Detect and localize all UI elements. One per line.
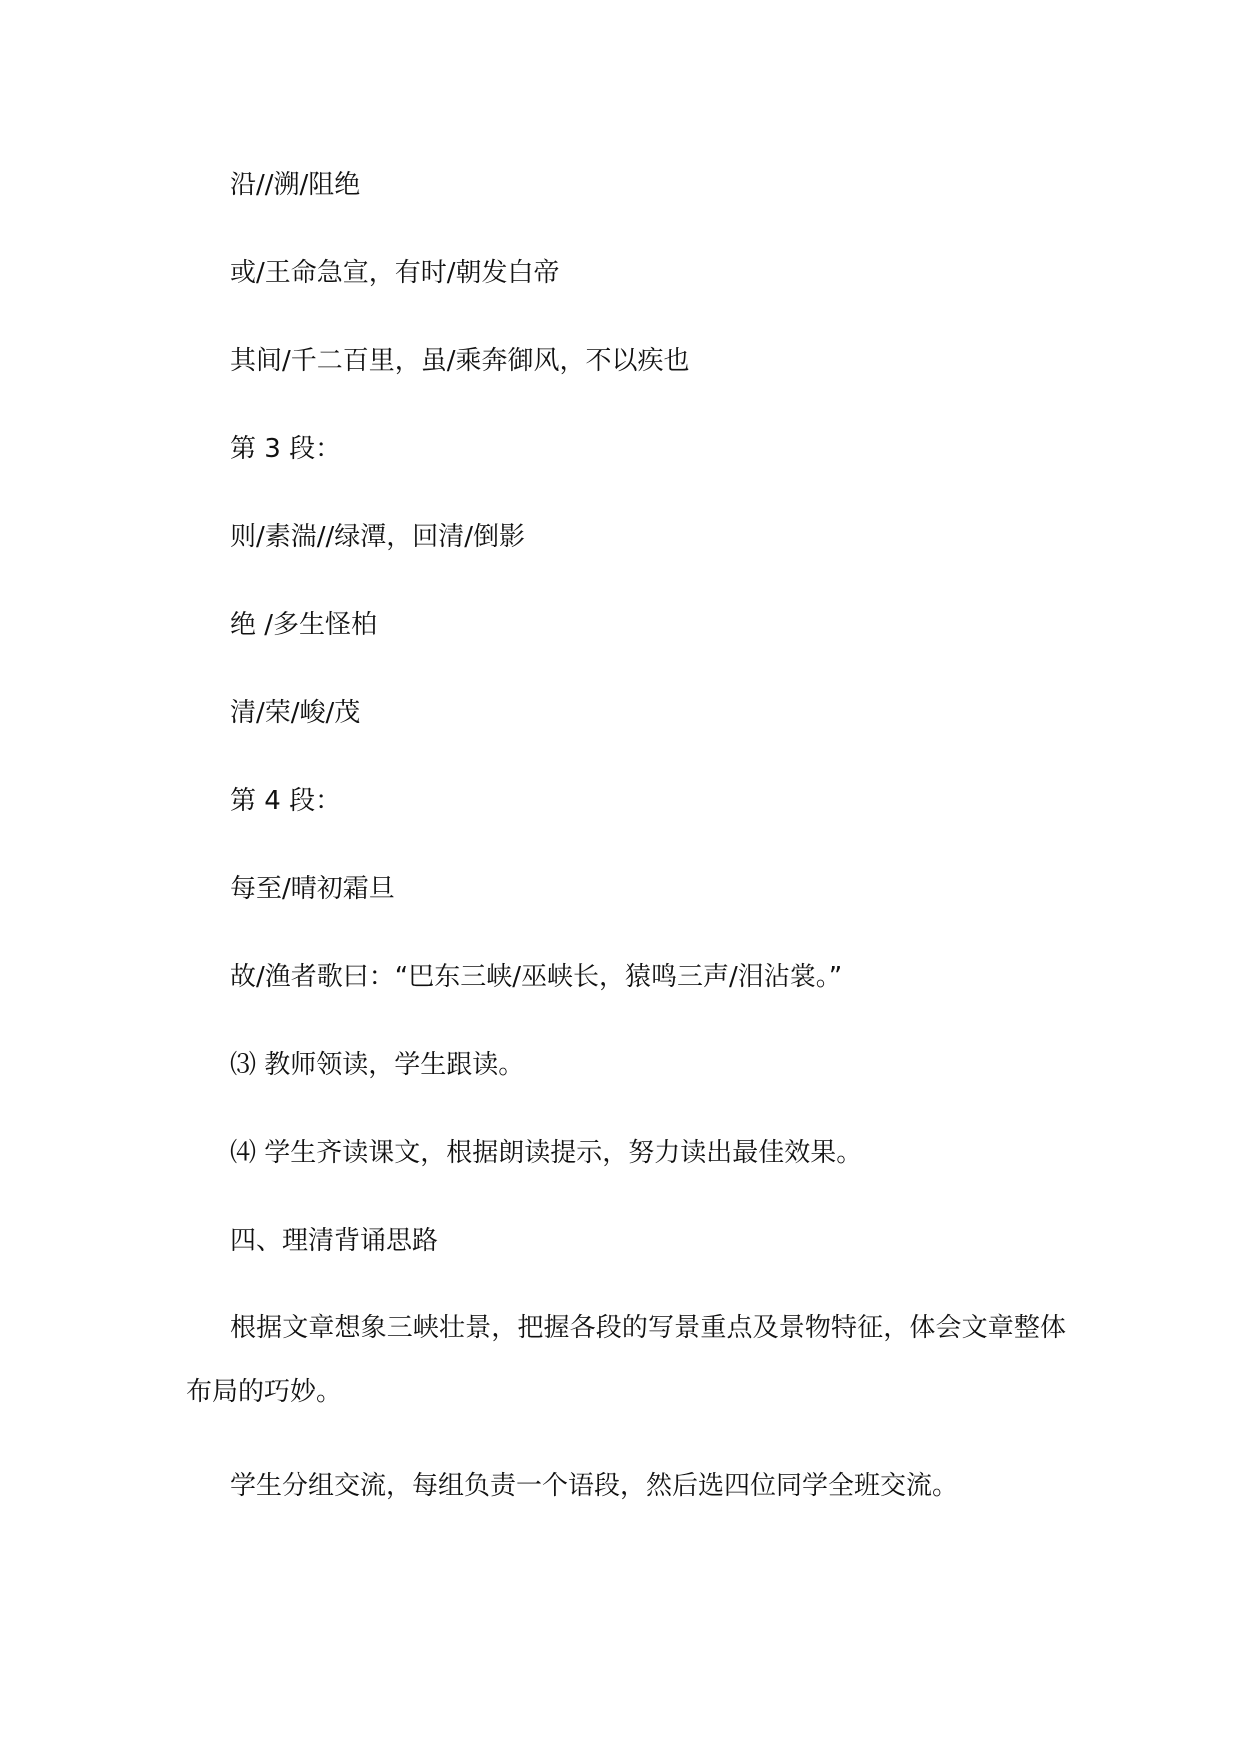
section-heading: 四、理清背诵思路 xyxy=(230,1226,439,1256)
text-line: 每至/晴初霜旦 xyxy=(230,874,395,904)
list-item: ⑷ 学生齐读课文，根据朗读提示，努力读出最佳效果。 xyxy=(230,1138,863,1168)
list-item: ⑶ 教师领读，学生跟读。 xyxy=(230,1050,525,1080)
text-line: 或/王命急宣，有时/朝发白帝 xyxy=(230,258,560,288)
text-line: 沿//溯/阻绝 xyxy=(230,170,361,200)
text-line: 则/素湍//绿潭，回清/倒影 xyxy=(230,522,526,552)
paragraph: 根据文章想象三峡壮景，把握各段的写景重点及景物特征，体会文章整体布局的巧妙。 xyxy=(186,1313,1066,1407)
section-heading: 第 3 段： xyxy=(230,434,342,464)
section-heading: 第 4 段： xyxy=(230,786,342,816)
paragraph: 学生分组交流，每组负责一个语段，然后选四位同学全班交流。 xyxy=(230,1471,959,1501)
text-line: 清/荣/峻/茂 xyxy=(230,698,361,728)
text-line: 故/渔者歌曰：“巴东三峡/巫峡长，猿鸣三声/泪沾裳。” xyxy=(230,962,843,992)
text-line: 绝 /多生怪柏 xyxy=(230,610,378,640)
text-line: 其间/千二百里，虽/乘奔御风，不以疾也 xyxy=(230,346,690,376)
